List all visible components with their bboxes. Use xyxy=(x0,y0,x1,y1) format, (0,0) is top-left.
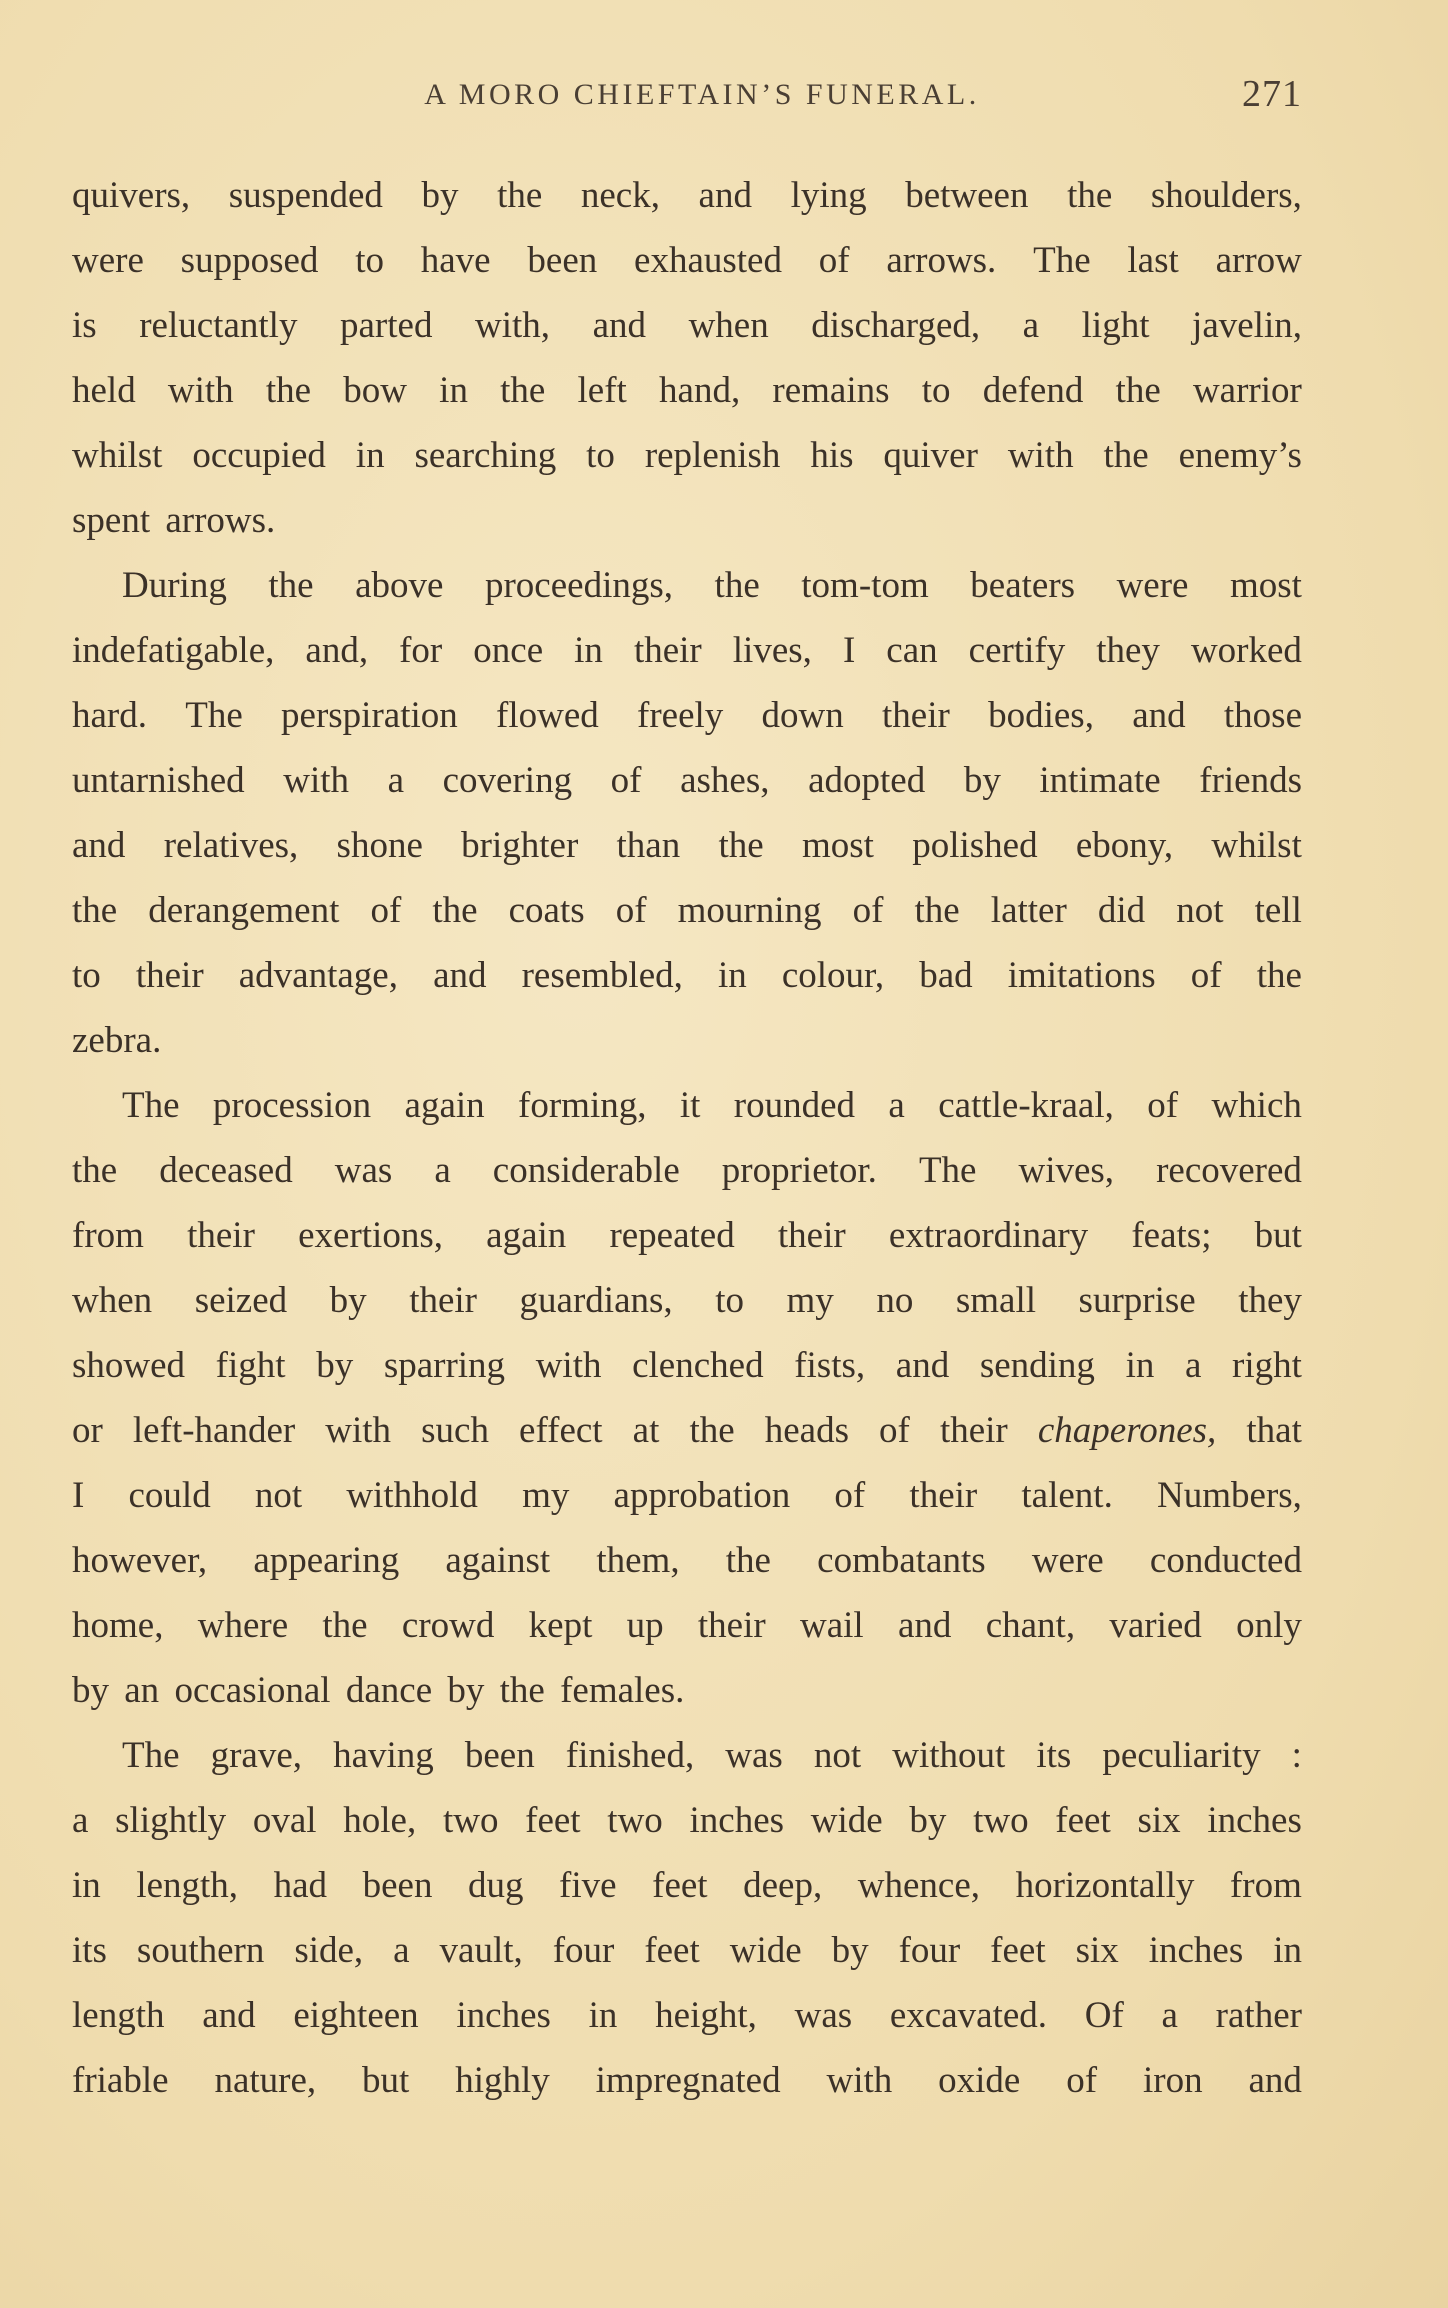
text-line: untarnished with a covering of ashes, adopted by intimate friends xyxy=(72,760,1302,801)
text-line: held with the bow in the left hand, remains to defend the warrior xyxy=(72,370,1302,411)
text-line: I could not withhold my approbation of their talent. Numbers, xyxy=(72,1475,1302,1516)
text-line: zebra. xyxy=(72,1020,162,1061)
text-line: the derangement of the coats of mourning of the latter did not tell xyxy=(72,890,1302,931)
text-line: spent arrows. xyxy=(72,500,276,541)
text-line: hard. The perspiration flowed freely down their bodies, and those xyxy=(72,695,1302,736)
text-line: is reluctantly parted with, and when discharged, a light javelin, xyxy=(72,305,1302,346)
text-line: friable nature, but highly impregnated with oxide of iron and xyxy=(72,2060,1302,2101)
text-line: quivers, suspended by the neck, and lying between the shoulders, xyxy=(72,175,1302,216)
text-line: and relatives, shone brighter than the most polished ebony, whilst xyxy=(72,825,1302,866)
text-line: or left-hander with such effect at the heads of their chaperones, that xyxy=(72,1410,1302,1451)
page-number: 271 xyxy=(1242,73,1302,115)
paragraph xyxy=(72,553,1302,1073)
text-line: when seized by their guardians, to my no small surprise they xyxy=(72,1280,1302,1321)
text-line: a slightly oval hole, two feet two inches wide by two feet six inches xyxy=(72,1800,1302,1841)
text-line: home, where the crowd kept up their wail and chant, varied only xyxy=(72,1605,1302,1646)
paragraph xyxy=(72,163,1302,553)
text-line: showed fight by sparring with clenched fists, and sending in a right xyxy=(72,1345,1302,1386)
text-line: length and eighteen inches in height, was excavated. Of a rather xyxy=(72,1995,1302,2036)
text-line: During the above proceedings, the tom-tom beaters were most xyxy=(122,565,1302,606)
text-line: in length, had been dug five feet deep, whence, horizontally from xyxy=(72,1865,1302,1906)
text-line: its southern side, a vault, four feet wide by four feet six inches in xyxy=(72,1930,1302,1971)
paragraph xyxy=(72,1723,1302,2113)
text-line: were supposed to have been exhausted of arrows. The last arrow xyxy=(72,240,1302,281)
text-line: The procession again forming, it rounded a cattle-kraal, of which xyxy=(122,1085,1302,1126)
text-line: to their advantage, and resembled, in colour, bad imitations of the xyxy=(72,955,1302,996)
text-line: from their exertions, again repeated their extraordinary feats; but xyxy=(72,1215,1302,1256)
text-line: the deceased was a considerable proprietor. The wives, recovered xyxy=(72,1150,1302,1191)
running-head xyxy=(72,72,1302,122)
running-title: A MORO CHIEFTAIN’S FUNERAL. xyxy=(424,78,980,111)
text-line: by an occasional dance by the females. xyxy=(72,1670,685,1711)
text-line: however, appearing against them, the combatants were conducted xyxy=(72,1540,1302,1581)
text-line: indefatigable, and, for once in their lives, I can certify they worked xyxy=(72,630,1302,671)
paragraph xyxy=(72,1073,1302,1723)
text-line: The grave, having been finished, was not without its peculiarity : xyxy=(122,1735,1302,1776)
body-text xyxy=(72,163,1302,2113)
text-line: whilst occupied in searching to replenish his quiver with the enemy’s xyxy=(72,435,1302,476)
